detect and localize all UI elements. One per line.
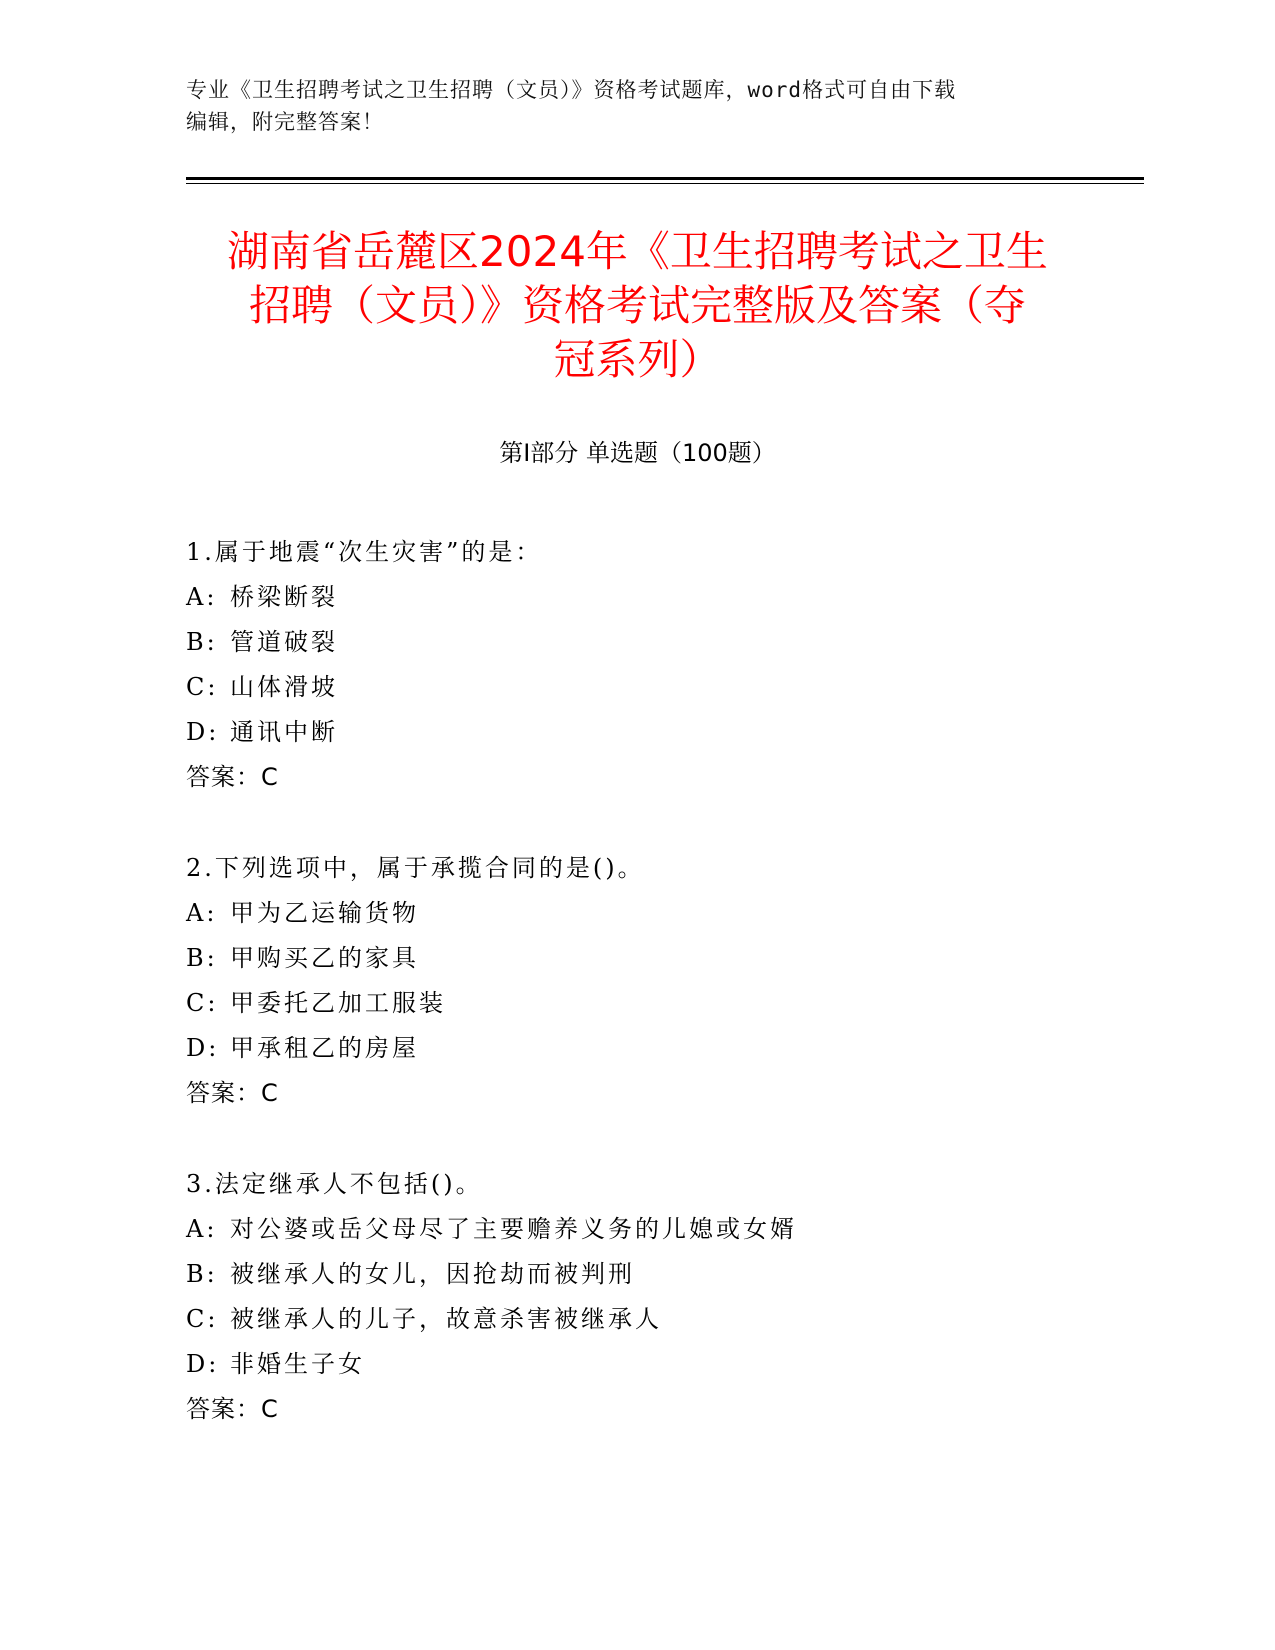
section-heading: 第Ⅰ部分 单选题（100题） (499, 439, 776, 467)
option-text: 对公婆或岳父母尽了主要赡养义务的儿媳或女婿 (230, 1215, 797, 1243)
option-d (186, 1026, 1086, 1071)
option-letter: B: (186, 1260, 218, 1288)
header-divider-thin (186, 183, 1144, 184)
question-stem: 1.属于地震“次生灾害”的是： (186, 538, 543, 566)
option-b (186, 936, 1086, 981)
question-item (186, 846, 1086, 1116)
option-text: 被继承人的女儿，因抢劫而被判刑 (230, 1260, 635, 1288)
option-text: 被继承人的儿子，故意杀害被继承人 (230, 1305, 662, 1333)
answer-line: 答案：C (186, 763, 279, 791)
option-letter: B: (186, 944, 218, 972)
option-letter: C: (186, 1305, 219, 1333)
option-letter: D: (186, 1034, 220, 1062)
answer-line: 答案：C (186, 1079, 279, 1107)
option-d (186, 1342, 1086, 1387)
question-stem: 3.法定继承人不包括()。 (186, 1170, 483, 1198)
document-title-line-3: 冠系列） (553, 335, 722, 384)
option-text: 山体滑坡 (230, 673, 338, 701)
option-b (186, 620, 1086, 665)
option-c (186, 1297, 1086, 1342)
option-c (186, 665, 1086, 710)
header-note-line-2: 编辑，附完整答案！ (186, 110, 384, 134)
option-letter: C: (186, 673, 219, 701)
answer-line: 答案：C (186, 1395, 279, 1423)
option-text: 管道破裂 (230, 628, 338, 656)
option-letter: C: (186, 989, 219, 1017)
option-letter: B: (186, 628, 218, 656)
option-a (186, 891, 1086, 936)
document-title-line-1: 湖南省岳麓区2024年《卫生招聘考试之卫生 (227, 227, 1048, 276)
question-list (186, 530, 1086, 1478)
header-note (186, 74, 1086, 138)
option-a (186, 575, 1086, 620)
option-letter: A: (186, 899, 218, 927)
header-note-line-1: 专业《卫生招聘考试之卫生招聘（文员）》资格考试题库，word格式可自由下载 (186, 78, 957, 102)
option-b (186, 1252, 1086, 1297)
question-item (186, 530, 1086, 800)
option-letter: D: (186, 718, 220, 746)
option-letter: A: (186, 1215, 218, 1243)
document-title-line-2: 招聘（文员）》资格考试完整版及答案（夺 (248, 281, 1026, 330)
option-text: 通讯中断 (230, 718, 338, 746)
option-d (186, 710, 1086, 755)
option-text: 甲承租乙的房屋 (230, 1034, 419, 1062)
header-divider-thick (186, 177, 1144, 180)
question-stem: 2.下列选项中，属于承揽合同的是()。 (186, 854, 645, 882)
option-text: 甲委托乙加工服装 (230, 989, 446, 1017)
document-title (180, 225, 1095, 387)
question-item (186, 1162, 1086, 1432)
option-c (186, 981, 1086, 1026)
option-letter: D: (186, 1350, 220, 1378)
option-text: 桥梁断裂 (230, 583, 338, 611)
option-a (186, 1207, 1086, 1252)
option-text: 甲购买乙的家具 (230, 944, 419, 972)
option-text: 甲为乙运输货物 (230, 899, 419, 927)
option-letter: A: (186, 583, 218, 611)
option-text: 非婚生子女 (230, 1350, 365, 1378)
